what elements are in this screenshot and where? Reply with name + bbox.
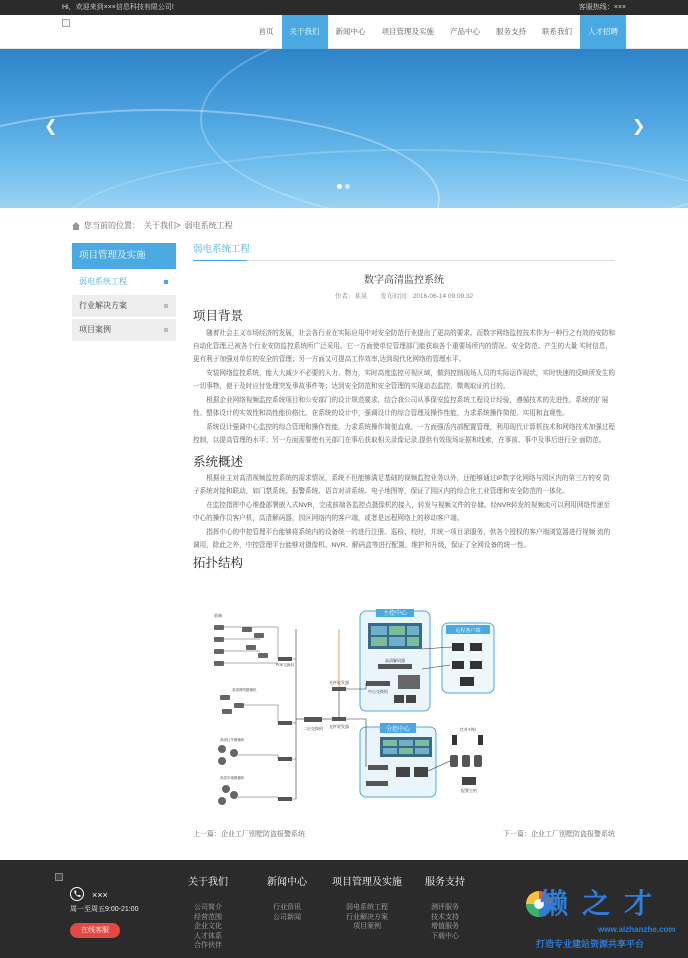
front-label: 前端 (214, 613, 222, 618)
topology-diagram (200, 609, 498, 819)
slide-dot[interactable] (345, 184, 350, 189)
footer-col-support (425, 876, 465, 941)
article (193, 243, 615, 573)
decoder-device (378, 664, 412, 669)
fiber-label: 光纤收发器 (329, 680, 349, 685)
footer-link[interactable]: 行业解决方案 (346, 913, 388, 921)
nav-about[interactable]: 关于我们 (282, 15, 328, 49)
footer-phone: ××× (92, 890, 108, 900)
slide-dot-active[interactable] (337, 184, 342, 189)
top-bar (0, 0, 688, 15)
footer-col-title: 项目管理及实施 (332, 877, 402, 888)
main-nav (251, 15, 627, 49)
footer-col-about (188, 876, 228, 951)
chevron-left-icon[interactable]: ❮ (44, 118, 58, 135)
hotline-text: 客服热线：××× (578, 4, 626, 11)
next-article-link[interactable]: 下一篇：企业工厂别墅防盗报警系统 (503, 831, 615, 838)
watermark-url: www.aizhanzhe.com (598, 925, 676, 934)
paragraph: 指挥中心的中控管理平台能够将系统内的设备统一的进行注册、巡检、校时，并统一项目录服务，供各个授权的客户端浏览器进行视频 流的调用，除此之外，中控管理平台能够对摄像机、NVR、解码盒等进行配置、维护和升级，保证了全网设备的统一性。 (193, 529, 611, 550)
footer-col-projects (332, 876, 402, 932)
paragraph: 系统设计强调中心监控的综合管理和操作性能，力求系统操作简便直观。一方面强活内部配置管理，利用现代计算机技术和网络技术加强过程控制，以提高管理的水平；另一方面需要使有关部门在事后获取相关录像记录,提供有效现场证据和线索，在事前、事中及事后进行全 面防范。 (193, 423, 615, 444)
sidebar-item-weak-current[interactable] (72, 271, 176, 293)
camera-label: 高清半球摄像机 (220, 776, 245, 780)
paragraph: 在监控指挥中心堆叠部署嵌入式NVR，完成前端各监控点摄像机的接入，转发与视频文件的存储。经NVR转发的视频流可以利用网络传递至中心的操作员客户机，高清解码器，园区网络内的客户端，或者是远程网络上的移动客户端。 (193, 502, 610, 523)
breadcrumb-current[interactable]: 弱电系统工程 (184, 221, 233, 230)
breadcrumb (72, 220, 233, 231)
sidebar-item-cases[interactable] (72, 319, 176, 341)
nav-home[interactable]: 首页 (258, 27, 274, 36)
prev-article-link[interactable]: 上一篇：企业工厂别墅防盗报警系统 (193, 831, 305, 838)
heading-topology: 拓扑结构 (193, 556, 244, 571)
heading-background: 项目背景 (193, 309, 244, 324)
watermark-slogan: 打造专业建站资源共享平台 (536, 939, 645, 949)
footer-link[interactable]: 下载中心 (431, 932, 459, 940)
phone-icon (70, 887, 84, 901)
footer-link[interactable]: 公司新闻 (273, 913, 301, 921)
footer-link[interactable]: 测评服务 (431, 904, 459, 911)
footer-link[interactable]: 弱电系统工程 (346, 904, 388, 911)
sub-center-label: 分控中心 (385, 727, 411, 733)
footer-link[interactable]: 项目案例 (353, 923, 381, 930)
logo-broken-image-icon[interactable] (62, 19, 70, 27)
footer-link[interactable]: 合作伙伴 (194, 942, 222, 949)
paragraph: 随着社会主义市场经济的发展，社会各行业在实际应用中对安全防范行业提出了更高的要求。而数字网络监控技术作为一种行之有效的安防和自动化管理,已被各个行业安防监控系统所广泛采用。它一方面使单位管理部门能获取各个重要场所内的情况、安全防范、产生的大量 实时信息，更有利于加强对单位的安全的管理；另一方面又可提高工作效率,达到现代化网络的管理水平。 (193, 329, 615, 363)
square-bullet-icon (164, 304, 168, 308)
core-switch-label: 二层交换机 (303, 726, 323, 731)
poe-label: POE交换机 (276, 663, 294, 667)
footer-link[interactable]: 增值服务 (431, 923, 459, 930)
footer-col-title: 服务支持 (425, 877, 465, 888)
footer-col-title: 关于我们 (188, 877, 228, 888)
footer-link[interactable]: 技术支持 (431, 913, 459, 921)
main-center-label: 主控中心 (382, 611, 408, 617)
footer-col-news (267, 876, 307, 922)
section-title: 弱电系统工程 (193, 243, 615, 261)
sidebar-item-label: 弱电系统工程 (79, 277, 127, 286)
header (0, 15, 688, 49)
sidebar (72, 243, 176, 341)
center-switch (366, 681, 390, 686)
sidebar-title: 项目管理及实施 (72, 243, 176, 269)
nav-contact[interactable]: 联系我们 (542, 27, 572, 36)
footer-col-title: 新闻中心 (267, 877, 307, 888)
article-meta: 作者：某某 发布时间：2016-06-14 09:09:32 (334, 293, 474, 301)
nav-support[interactable]: 服务支持 (496, 27, 526, 36)
infrared-label: 红外对射 (460, 727, 476, 732)
banner-slider (0, 49, 688, 208)
sidebar-item-label: 项目案例 (79, 325, 111, 334)
camera-label: 高清网络摄像机 (232, 688, 257, 692)
remote-client-label: 远程客户端 (455, 628, 481, 634)
heading-overview: 系统概述 (193, 454, 244, 469)
welcome-text: Hi，欢迎来到×××信息科技有限公司! (62, 4, 174, 11)
paragraph: 根据企业网络视频监控系统项目和公安部门的设计规范要求，结合我公司从事保安监控系统工程设计经验，遵循技术的先进性、系统的扩展性、整体设计的实效性和高性能价格比。在系统的设计中，强调设计的综合管理及操作性能，力求系统操作简便、实用和直观性。 (193, 396, 609, 417)
core-switch (304, 717, 322, 722)
alarm-label: 报警主机 (461, 788, 477, 793)
online-service-button[interactable]: 在线客服 (70, 923, 120, 938)
home-icon (72, 222, 80, 230)
nav-projects[interactable]: 项目管理及实施 (381, 27, 434, 36)
sidebar-item-label: 行业解决方案 (79, 301, 127, 310)
chevron-right-icon[interactable]: ❯ (632, 118, 646, 135)
footer-logo-broken-image-icon (55, 873, 63, 881)
footer-link[interactable]: 人才体系 (194, 932, 222, 940)
paragraph: 根据业主对高清视频监控系统的需求情况，系统不但能够满足基础的视频监控业务以外，还能够通过IP数字化网络与园区内的第三方的安 防子系统对接和联动，如门禁系统、报警系统、语音对讲系统、电子地图等，保证了园区内的综合化工业管理和安全防范的一体化。 (193, 475, 610, 496)
footer-link[interactable]: 企业文化 (194, 923, 222, 930)
paragraph: 安装网络监控系统，能大大减少不必要的人力、物力，实时高度监控可视区域，做到控制现场人员的实际运作现状，实时快速的反映所发生的一切事物，便于及时应付处理突发事故事件等；达到安全防范和安全管理的实现动态监控、微观取证的目的。 (193, 369, 615, 390)
fiber-label: 光纤收发器 (329, 724, 349, 729)
footer-link[interactable]: 行业资讯 (273, 904, 301, 911)
footer-hours: 周一至周五9:00-21:00 (70, 906, 139, 913)
article-title: 数字高清监控系统 (364, 275, 444, 287)
nav-news[interactable]: 新闻中心 (335, 27, 366, 36)
watermark-brand: 懒之才 (540, 887, 667, 920)
poe-switch (278, 657, 292, 661)
decoder-label: 高清解码器 (385, 658, 405, 663)
square-bullet-icon (164, 328, 168, 332)
nav-jobs[interactable]: 人才招聘 (580, 15, 626, 49)
breadcrumb-link-about[interactable]: 关于我们> (144, 221, 181, 230)
sidebar-item-solutions[interactable] (72, 295, 176, 317)
breadcrumb-prefix: 您当前的位置： (84, 221, 140, 230)
camera-label: 高清红外摄像机 (220, 738, 245, 742)
nav-products[interactable]: 产品中心 (450, 27, 480, 36)
footer-link[interactable]: 公司简介 (194, 904, 222, 911)
square-bullet-icon (164, 280, 168, 284)
footer-link[interactable]: 经营范围 (194, 913, 222, 921)
switch-label: 中心交换机 (368, 689, 388, 694)
prev-next-nav (193, 830, 615, 840)
